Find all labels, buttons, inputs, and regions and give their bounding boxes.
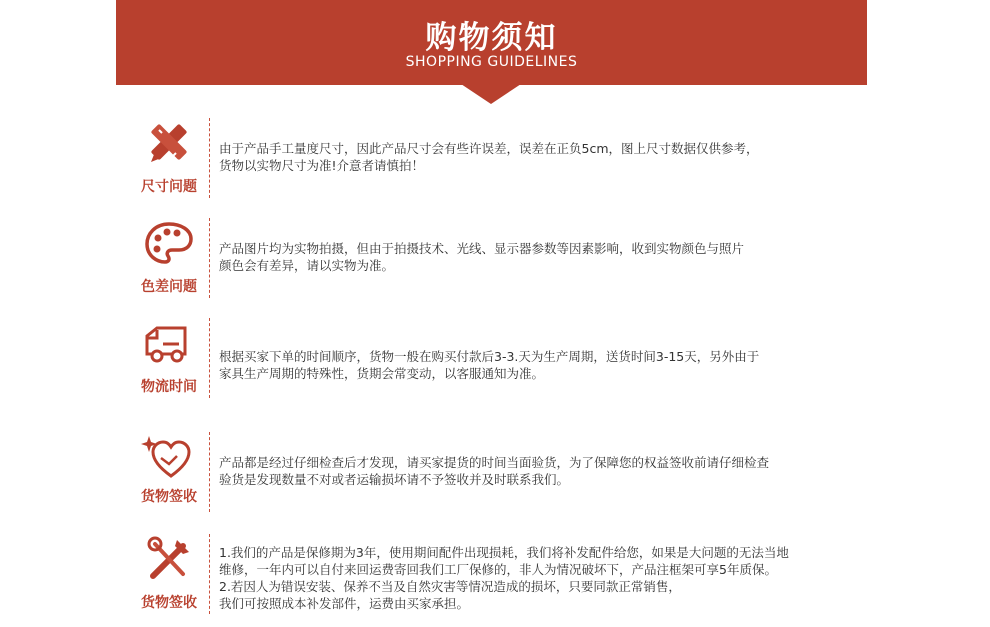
text-line: 根据买家下单的时间顺序，货物一般在购买付款后3-3.天为生产周期，送货时间3-15天，另外由于 [219, 349, 760, 364]
item-label: 尺寸问题 [141, 179, 197, 195]
item-text [219, 140, 869, 174]
handshake-heart-icon [141, 432, 197, 482]
text-line: 由于产品手工量度尺寸，因此产品尺寸会有些许误差，误差在正负5cm，图上尺寸数据仅供参考， [219, 141, 759, 156]
text-line: 货物以实物尺寸为准!介意者请慎拍！ [219, 158, 425, 173]
banner-pointer [461, 84, 521, 104]
text-line: 2.若因人为错误安装、保养不当及自然灾害等情况造成的损坏，只要同款正常销售， [219, 579, 681, 594]
divider [209, 218, 210, 298]
text-line: 产品都是经过仔细检查后才发现，请买家提货的时间当面验货，为了保障您的权益签收前请仔细检查 [219, 455, 770, 470]
divider [209, 118, 210, 198]
ruler-pencil-icon [143, 118, 195, 168]
item-label: 货物签收 [141, 489, 197, 505]
item-text [219, 544, 869, 612]
divider [209, 534, 210, 614]
item-label: 色差问题 [141, 279, 197, 295]
item-label: 货物签收 [141, 595, 197, 611]
text-line: 家具生产周期的特殊性，货期会常变动，以客服通知为准。 [219, 366, 545, 381]
item-text [219, 348, 869, 382]
text-line: 产品图片均为实物拍摄，但由于拍摄技术、光线、显示器参数等因素影响，收到实物颜色与照片 [219, 241, 745, 256]
truck-icon [141, 318, 197, 368]
page-subtitle: SHOPPING GUIDELINES [405, 54, 578, 70]
item-label: 物流时间 [141, 379, 197, 395]
item-text [219, 240, 869, 274]
guideline-item-shipping [132, 318, 872, 398]
text-line: 我们可按照成本补发部件，运费由买家承担。 [219, 596, 470, 611]
text-line: 1.我们的产品是保修期为3年，使用期间配件出现损耗，我们将补发配件给您，如果是大问题的无法当地 [219, 545, 789, 560]
text-line: 验货是发现数量不对或者运输损坏请不予签收并及时联系我们。 [219, 472, 570, 487]
item-text [219, 454, 869, 488]
header-banner [116, 0, 867, 85]
guideline-item-warranty [132, 534, 872, 614]
palette-icon [143, 218, 195, 268]
divider [209, 318, 210, 398]
text-line: 维修，一年内可以自付来回运费寄回我们工厂保修的，非人为情况破坏下，产品注框架可享5年质保。 [219, 562, 777, 577]
tools-icon [143, 534, 195, 584]
guideline-item-color [132, 218, 872, 298]
page-title: 购物须知 [425, 20, 558, 56]
text-line: 颜色会有差异，请以实物为准。 [219, 258, 395, 273]
guideline-item-size [132, 118, 872, 198]
guideline-item-receipt [132, 432, 872, 512]
divider [209, 432, 210, 512]
